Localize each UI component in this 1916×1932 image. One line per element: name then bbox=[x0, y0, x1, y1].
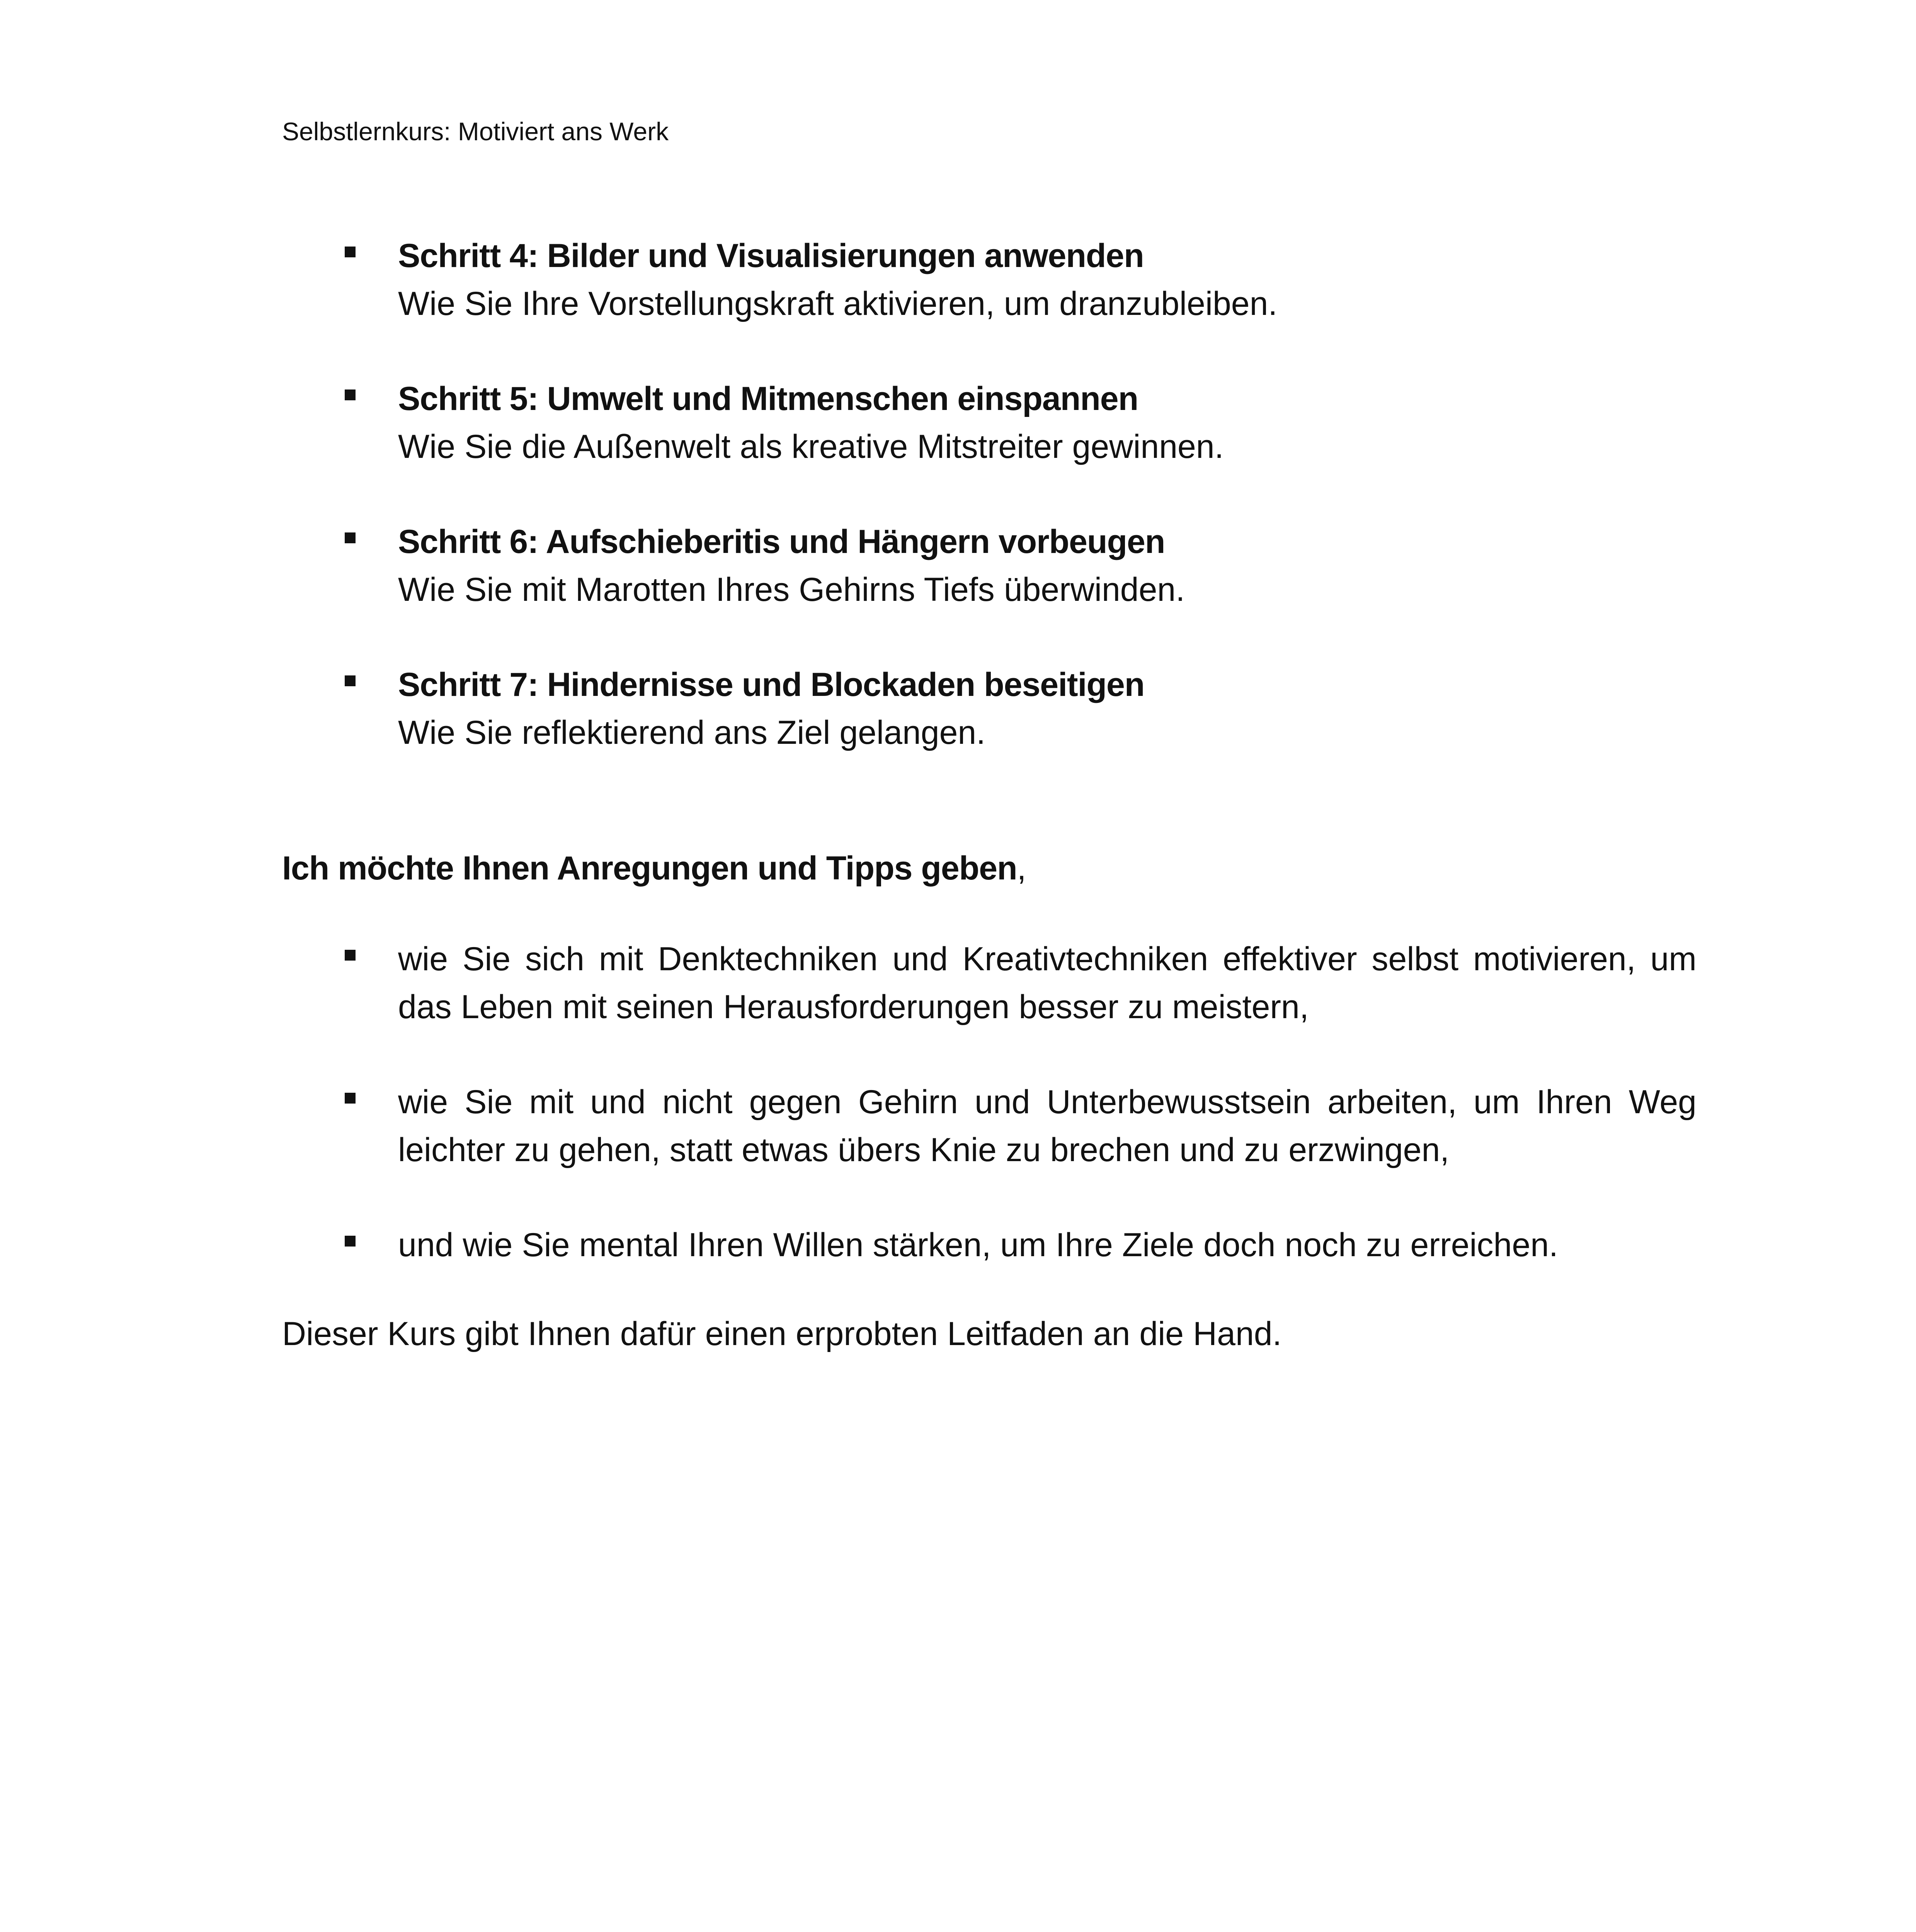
step-title: Schritt 7: Hindernisse und Blockaden beseitigen bbox=[398, 666, 1145, 703]
step-description: Wie Sie die Außenwelt als kreative Mitstreiter gewinnen. bbox=[398, 428, 1224, 465]
step-item-5 bbox=[282, 375, 1696, 471]
step-description: Wie Sie mit Marotten Ihres Gehirns Tiefs überwinden. bbox=[398, 571, 1185, 608]
steps-list bbox=[282, 232, 1696, 804]
step-item-4 bbox=[282, 232, 1696, 328]
step-item-6 bbox=[282, 518, 1696, 614]
step-description: Wie Sie Ihre Vorstellungskraft aktivieren, um dranzubleiben. bbox=[398, 285, 1278, 322]
square-bullet-icon bbox=[345, 675, 356, 686]
square-bullet-icon bbox=[345, 950, 356, 961]
intro-suffix: , bbox=[1017, 850, 1026, 887]
closing-paragraph: Dieser Kurs gibt Ihnen dafür einen erprobten Leitfaden an die Hand. bbox=[282, 1315, 1282, 1352]
tip-text: wie Sie mit und nicht gegen Gehirn und Unterbewusstsein arbeiten, um Ihren Weg leichter zu gehen, statt etwas übers Knie zu brechen und zu erzwingen, bbox=[398, 1083, 1696, 1168]
tips-list bbox=[282, 935, 1696, 1316]
tip-text: wie Sie sich mit Denktechniken und Kreativtechniken effektiver selbst motivieren, um das Leben mit seinen Herausforderungen besser zu meistern, bbox=[398, 940, 1696, 1026]
page-header-title: Selbstlernkurs: Motiviert ans Werk bbox=[282, 117, 669, 146]
step-title: Schritt 4: Bilder und Visualisierungen anwenden bbox=[398, 237, 1144, 274]
intro-bold-text: Ich möchte Ihnen Anregungen und Tipps geben bbox=[282, 850, 1017, 887]
intro-paragraph bbox=[282, 844, 1026, 892]
step-title: Schritt 5: Umwelt und Mitmenschen einspannen bbox=[398, 380, 1138, 417]
step-description: Wie Sie reflektierend ans Ziel gelangen. bbox=[398, 714, 986, 751]
square-bullet-icon bbox=[345, 247, 356, 257]
tip-text: und wie Sie mental Ihren Willen stärken, um Ihre Ziele doch noch zu erreichen. bbox=[398, 1226, 1558, 1264]
tip-item bbox=[282, 1078, 1696, 1174]
square-bullet-icon bbox=[345, 1093, 356, 1104]
square-bullet-icon bbox=[345, 1236, 356, 1247]
square-bullet-icon bbox=[345, 532, 356, 543]
step-title: Schritt 6: Aufschieberitis und Hängern vorbeugen bbox=[398, 523, 1165, 560]
tip-item bbox=[282, 935, 1696, 1031]
step-item-7 bbox=[282, 661, 1696, 757]
tip-item bbox=[282, 1221, 1696, 1269]
square-bullet-icon bbox=[345, 389, 356, 400]
